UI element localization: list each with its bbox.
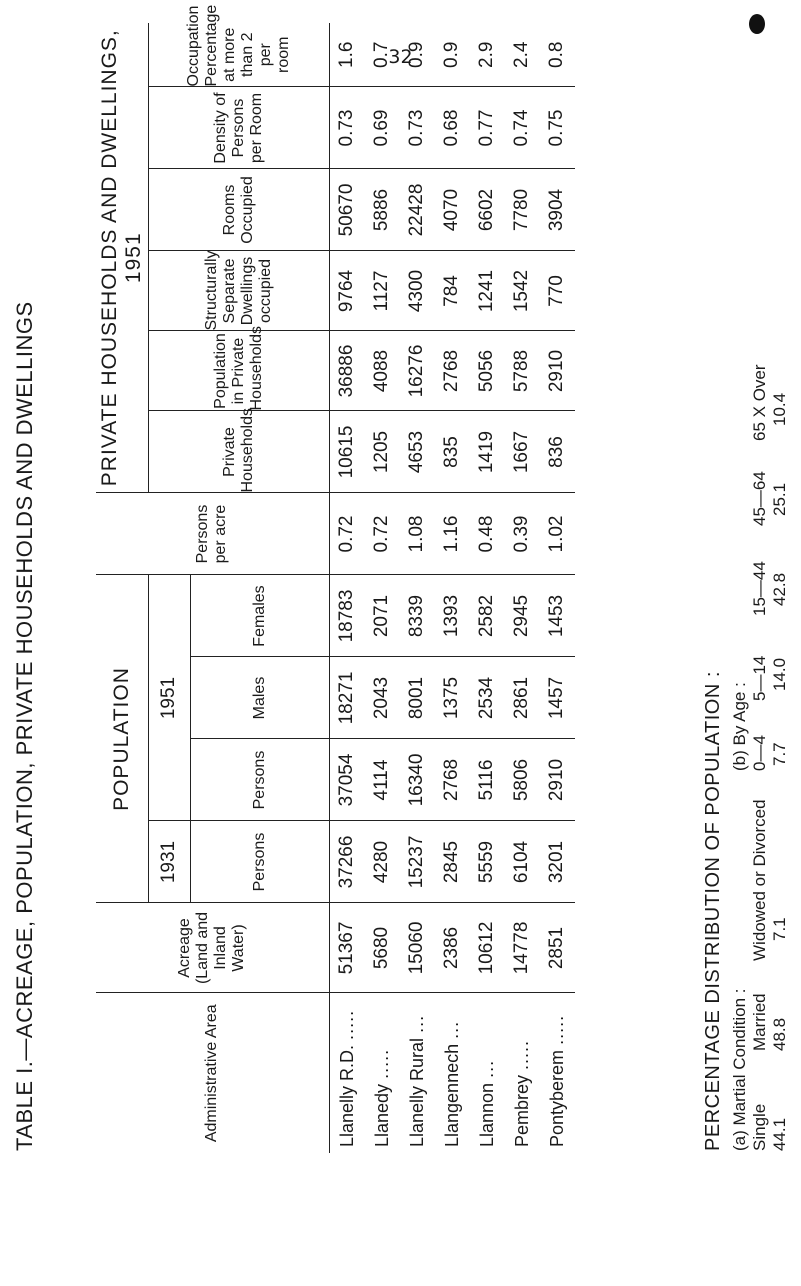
age-head-45-64: 45—64 [750,471,769,526]
cell-ph: 10615 [329,411,365,493]
cell-ph: 1667 [505,411,540,493]
cell-ph: 836 [540,411,575,493]
cell-rooms: 4070 [435,169,470,251]
cell-ppa: 0.72 [329,493,365,575]
cell-occ: 0.8 [540,23,575,87]
col-header-private-households: Private Households [148,411,329,493]
cell-p1931: 4280 [365,821,400,903]
cell-p1951: 4114 [365,739,400,821]
cell-rooms: 50670 [329,169,365,251]
cell-dens: 0.73 [329,87,365,169]
cell-ppa: 0.39 [505,493,540,575]
cell-pph: 5788 [505,331,540,411]
cell-ppa: 0.72 [365,493,400,575]
marital-head-widowed: Widowed or Divorced [750,799,769,961]
cell-acreage: 2851 [540,903,575,993]
cell-dens: 0.74 [505,87,540,169]
cell-p1931: 37266 [329,821,365,903]
footer-title: PERCENTAGE DISTRIBUTION OF POPULATION : [702,671,724,1151]
area-name: Llanedy [371,1083,392,1147]
col-header-males: Males [190,657,329,739]
cell-dens: 0.68 [435,87,470,169]
area-name: Llanelly Rural [406,1037,427,1147]
table-row [435,23,470,1153]
col-header-acreage: Acreage (Land and Inland Water) [96,903,329,993]
area-name: Pontyberem [546,1049,567,1147]
col-header-occupation-pct: Occupation Percentage at more than 2 per room [148,23,329,87]
leader-dots: ... [441,1020,462,1039]
cell-dw: 4300 [400,251,435,331]
cell-dw: 9764 [329,251,365,331]
cell-area [470,993,505,1153]
cell-p1951: 2910 [540,739,575,821]
table-row [470,23,505,1153]
cell-occ: 2.4 [505,23,540,87]
col-header-area: Administrative Area [96,993,329,1153]
cell-p1931: 6104 [505,821,540,903]
cell-dw: 1127 [365,251,400,331]
page-number: 32 [388,46,413,68]
cell-ph: 4653 [400,411,435,493]
cell-pph: 2768 [435,331,470,411]
cell-ppa: 1.02 [540,493,575,575]
cell-p1931: 2845 [435,821,470,903]
area-name: Pembrey [511,1074,532,1147]
cell-p1951: 37054 [329,739,365,821]
data-table [96,4,575,1153]
age-val-5-14: 14.0 [770,657,789,691]
subheader-1931: 1931 [148,821,190,903]
cell-acreage: 2386 [435,903,470,993]
cell-rooms: 5886 [365,169,400,251]
col-header-rooms: Rooms Occupied [148,169,329,251]
cell-acreage: 14778 [505,903,540,993]
col-header-dwellings: Structurally Separate Dwellings occupied [148,251,329,331]
age-val-45-64: 25.1 [770,482,789,516]
age-head-0-4: 0—4 [750,735,769,771]
age-val-65-over: 10.4 [770,392,789,426]
leader-dots: ..... [511,1039,532,1070]
area-name: Llangennech [441,1043,462,1147]
cell-ppa: 0.48 [470,493,505,575]
leader-dots: ..... [336,1009,357,1040]
cell-males: 8001 [400,657,435,739]
cell-males: 18271 [329,657,365,739]
cell-ph: 835 [435,411,470,493]
cell-females: 1453 [540,575,575,657]
leader-dots: ..... [546,1014,567,1045]
marital-val-single: 44.1 [770,1117,789,1151]
cell-pph: 36886 [329,331,365,411]
leader-dots: ... [406,1014,427,1033]
cell-males: 2534 [470,657,505,739]
cell-occ: 0.9 [400,23,435,87]
age-label: (b) By Age : [730,682,749,771]
cell-area [540,993,575,1153]
cell-p1951: 5806 [505,739,540,821]
cell-occ: 0.9 [435,23,470,87]
age-val-0-4: 7.7 [770,742,789,766]
subheader-1951: 1951 [148,575,190,821]
cell-p1931: 3201 [540,821,575,903]
col-header-persons-1951: Persons [190,739,329,821]
col-header-persons-per-acre: Persons per acre [96,493,329,575]
col-header-density: Density of Persons per Room [148,87,329,169]
cell-occ: 1.6 [329,23,365,87]
cell-acreage: 51367 [329,903,365,993]
cell-males: 1375 [435,657,470,739]
cell-females: 2582 [470,575,505,657]
leader-dots: ..... [371,1048,392,1079]
table-row [540,23,575,1153]
cell-area [329,993,365,1153]
age-val-15-44: 42.8 [770,572,789,606]
cell-dens: 0.77 [470,87,505,169]
cell-pph: 4088 [365,331,400,411]
cell-area [505,993,540,1153]
cell-p1951: 5116 [470,739,505,821]
group-header-households: PRIVATE HOUSEHOLDS AND DWELLINGS, 1951 [96,23,148,493]
cell-area [365,993,400,1153]
cell-ppa: 1.16 [435,493,470,575]
cell-males: 2043 [365,657,400,739]
cell-ph: 1419 [470,411,505,493]
cell-dens: 0.69 [365,87,400,169]
cell-rooms: 22428 [400,169,435,251]
cell-ppa: 1.08 [400,493,435,575]
area-name: Llanelly R.D. [336,1044,357,1147]
cell-rooms: 7780 [505,169,540,251]
area-name: Llannon [476,1082,497,1147]
cell-rooms: 3904 [540,169,575,251]
marital-head-married: Married [750,993,769,1051]
marital-head-single: Single [750,1103,769,1151]
cell-females: 18783 [329,575,365,657]
cell-p1931: 15237 [400,821,435,903]
cell-dens: 0.73 [400,87,435,169]
cell-pph: 16276 [400,331,435,411]
cell-females: 2071 [365,575,400,657]
cell-dw: 784 [435,251,470,331]
cell-acreage: 10612 [470,903,505,993]
cell-females: 2945 [505,575,540,657]
cell-dw: 1542 [505,251,540,331]
age-head-15-44: 15—44 [750,561,769,616]
col-header-persons-1931: Persons [190,821,329,903]
cell-area [435,993,470,1153]
cell-dw: 1241 [470,251,505,331]
cell-acreage: 5680 [365,903,400,993]
cell-dens: 0.75 [540,87,575,169]
age-head-5-14: 5—14 [750,655,769,701]
cell-females: 8339 [400,575,435,657]
table-title: TABLE I.—ACREAGE, POPULATION, PRIVATE HOUSEHOLDS AND DWELLINGS [12,301,37,1151]
cell-pph: 5056 [470,331,505,411]
col-header-pop-private-households: Population in Private Households [148,331,329,411]
cell-females: 1393 [435,575,470,657]
col-header-females: Females [190,575,329,657]
cell-pph: 2910 [540,331,575,411]
table-row [505,23,540,1153]
cell-area [400,993,435,1153]
cell-rooms: 6602 [470,169,505,251]
cell-acreage: 15060 [400,903,435,993]
cell-males: 2861 [505,657,540,739]
marital-val-married: 48.8 [770,1017,789,1051]
table-row [365,23,400,1153]
cell-p1951: 2768 [435,739,470,821]
cell-occ: 2.9 [470,23,505,87]
marital-label: (a) Martial Condition : [730,988,749,1151]
age-head-65-over: 65 X Over [750,364,769,441]
cell-p1951: 16340 [400,739,435,821]
group-header-population: POPULATION [96,575,148,903]
cell-ph: 1205 [365,411,400,493]
cell-males: 1457 [540,657,575,739]
table-row [329,23,365,1153]
marital-val-widowed: 7.1 [770,917,789,941]
cell-p1931: 5559 [470,821,505,903]
leader-dots: ... [476,1059,497,1078]
cell-dw: 770 [540,251,575,331]
cell-occ: 0.7 [365,23,400,87]
table-row [400,23,435,1153]
